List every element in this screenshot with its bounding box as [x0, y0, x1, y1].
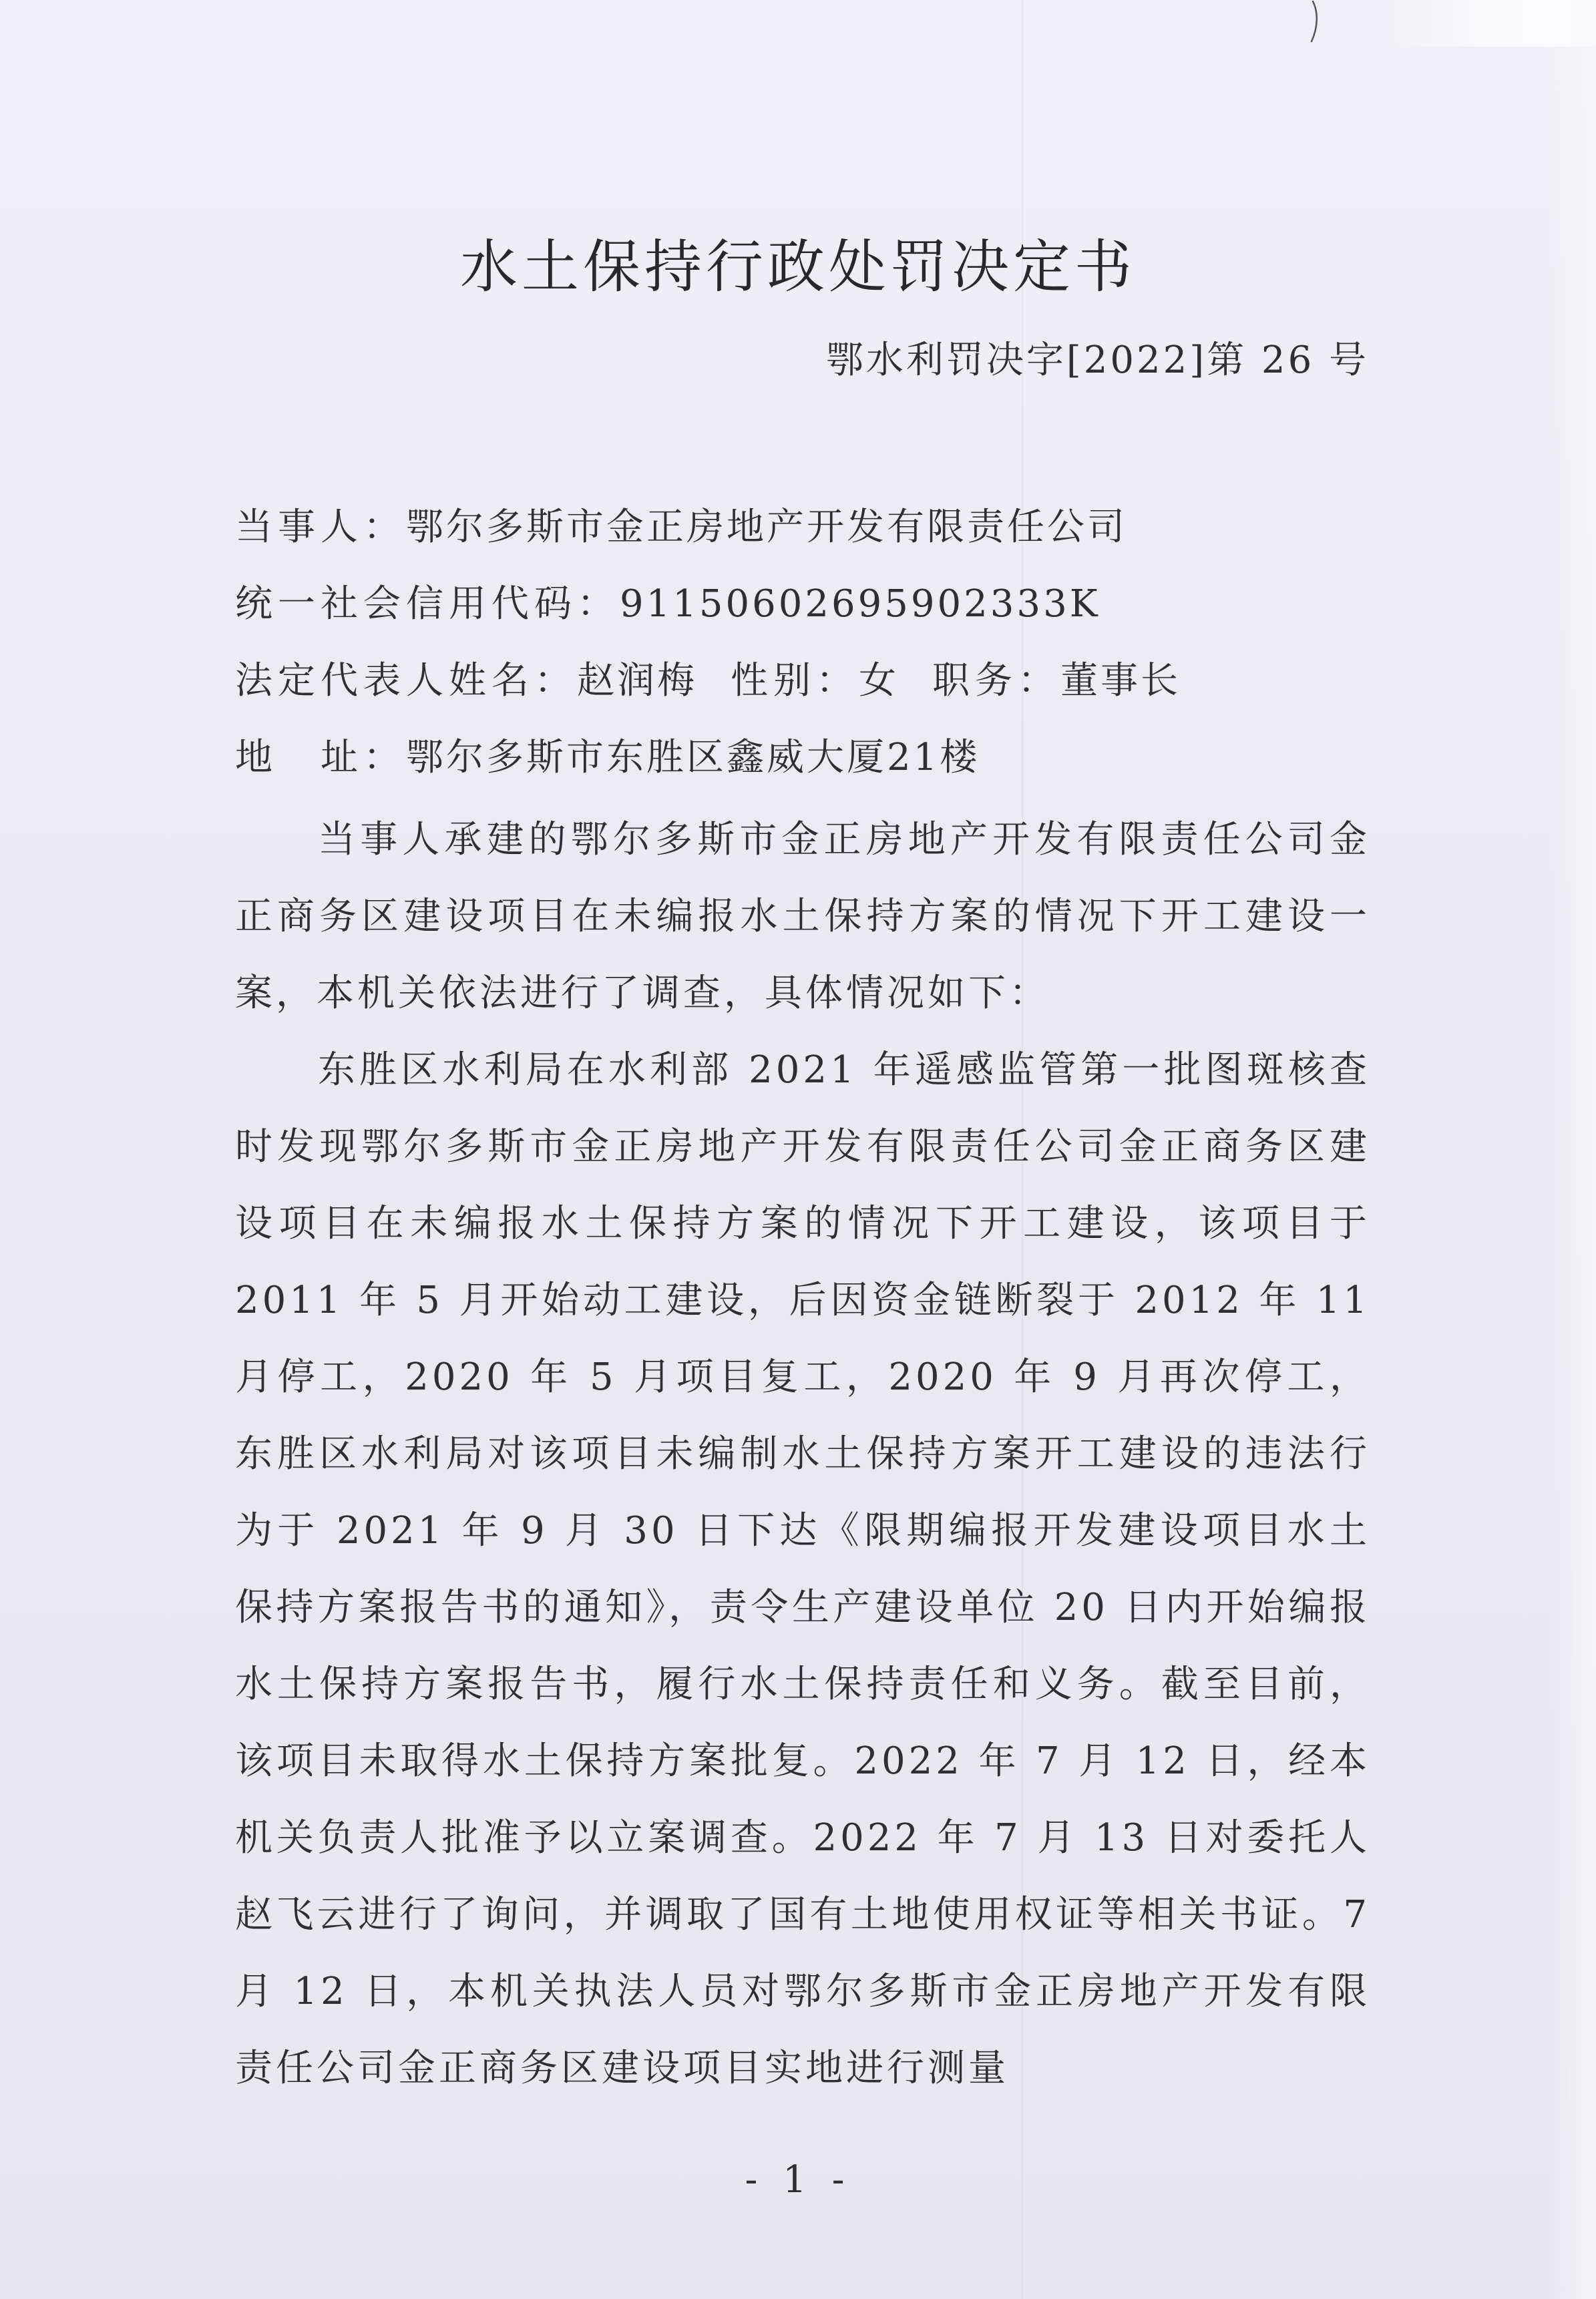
document-title: 水土保持行政处罚决定书	[460, 234, 1136, 300]
paragraph-case-summary: 当事人承建的鄂尔多斯市金正房地产开发有限责任公司金正商务区建设项目在未编报水土保持方案的情况下开工建设一案，本机关依法进行了调查，具体情况如下：	[235, 818, 1370, 1015]
pen-mark-icon	[1309, 0, 1329, 47]
party-line	[235, 494, 1127, 561]
scan-edge-right	[1549, 0, 1596, 2299]
credit-code-line	[235, 571, 1101, 638]
paragraph-investigation: 东胜区水利局在水利部 2021 年遥感监管第一批图斑核查时发现鄂尔多斯市金正房地产开发有限责任公司金正商务区建设项目在未编报水土保持方案的情况下开工建设，该项目于 2011 年 5 月开始动工建设，后因资金链断裂于 2012 年 11 月停工，2020 年 5 月项目复工，2020 年 9 月再次停工，东胜区水利局对该项目未编制水土保持方案开工建设的违法行为于 2021 年 9 月 30 日下达《限期编报开发建设项目水土保持方案报告书的通知》，责令生产建设单位 20 日内开始编报水土保持方案报告书，履行水土保持责任和义务。截至目前，该项目未取得水土保持方案批复。2022 年 7 月 12 日，经本机关负责人批准予以立案调查。2022 年 7 月 13 日对委托人赵飞云进行了询问，并调取了国有土地使用权证等相关书证。7 月 12 日，本机关执法人员对鄂尔多斯市金正房地产开发有限责任公司金正商务区建设项目实地进行测量	[235, 1048, 1370, 2090]
address-value: 鄂尔多斯市东胜区鑫威大厦21楼	[406, 736, 980, 779]
party-label: 当事人：	[235, 505, 406, 549]
legal-rep-line	[235, 648, 1181, 714]
address-line	[235, 724, 980, 791]
page-number: - 1 -	[745, 2158, 851, 2202]
party-value: 鄂尔多斯市金正房地产开发有限责任公司	[406, 505, 1127, 549]
legal-rep-label: 法定代表人姓名：	[235, 659, 577, 702]
position-label: 职务：	[932, 659, 1060, 702]
credit-code-value: 91150602695902333K	[620, 582, 1101, 626]
legal-rep-value: 赵润梅	[577, 659, 697, 702]
gender-label: 性别：	[731, 659, 859, 702]
position-value: 董事长	[1060, 659, 1181, 702]
address-label: 地 址：	[235, 736, 406, 779]
document-number: 鄂水利罚决字[2022]第 26 号	[825, 339, 1369, 382]
gender-value: 女	[859, 659, 899, 702]
credit-code-label: 统一社会信用代码：	[235, 582, 620, 626]
